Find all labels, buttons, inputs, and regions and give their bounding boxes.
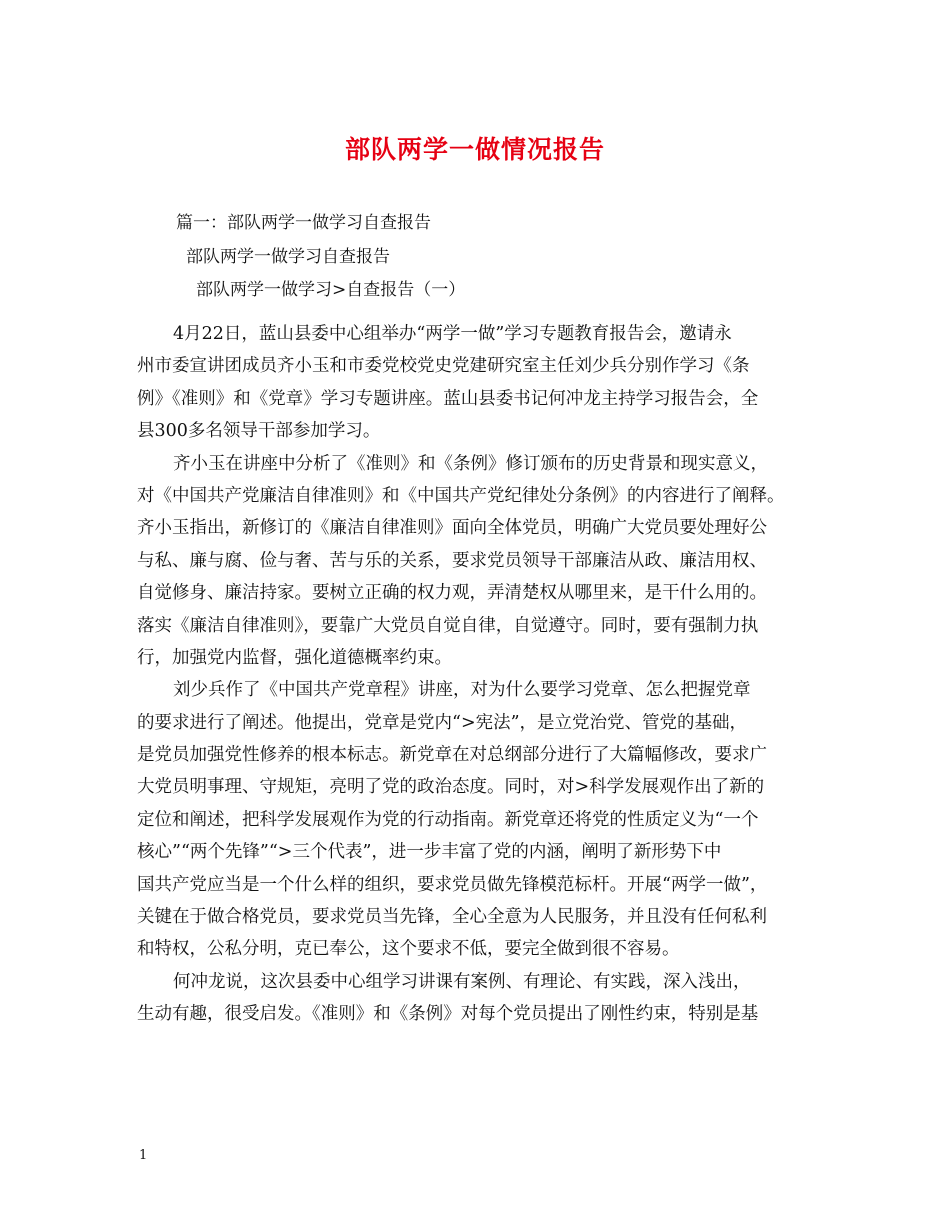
document-title: 部队两学一做情况报告 — [344, 135, 605, 164]
document-body — [137, 318, 817, 1031]
paragraph-line: 刘少兵作了《中国共产党章程》讲座，对为什么要学习党章、怎么把握党章 — [173, 680, 751, 701]
paragraph-line: 齐小玉指出，新修订的《廉洁自律准则》面向全体党员，明确广大党员要处理好公 — [137, 518, 767, 539]
paragraph-line: 自觉修身、廉洁持家。要树立正确的权力观，弄清楚权从哪里来，是干什么用的。 — [137, 583, 767, 604]
paragraph-line: 关键在于做合格党员，要求党员当先锋，全心全意为人民服务，并且没有任何私利 — [137, 907, 767, 928]
paragraph-line: 落实《廉洁自律准则》，要靠广大党员自觉自律，自觉遵守。同时，要有强制力执 — [137, 615, 759, 636]
paragraph-line: 核心”“两个先锋”“>三个代表”，进一步丰富了党的内涵，阐明了新形势下中 — [137, 842, 722, 863]
paragraph-line: 4月22日，蓝山县委中心组举办“两学一做”学习专题教育报告会，邀请永 — [173, 324, 732, 344]
section-heading-2: 部队两学一做学习自查报告 — [186, 247, 390, 267]
paragraph — [137, 318, 817, 448]
paragraph — [137, 966, 817, 1031]
section-heading-3: 部队两学一做学习>自查报告（一） — [196, 280, 466, 300]
paragraph-line: 和特权，公私分明，克已奉公，这个要求不低，要完全做到很不容易。 — [137, 939, 680, 960]
page-number: 1 — [139, 1148, 148, 1163]
paragraph-line: 行，加强党内监督，强化道德概率约束。 — [137, 647, 452, 668]
paragraph-line: 例》《准则》和《党章》学习专题讲座。蓝山县委书记何冲龙主持学习报告会，全 — [137, 388, 759, 409]
paragraph-line: 大党员明事理、守规矩，亮明了党的政治态度。同时，对>科学发展观作出了新的 — [137, 777, 765, 798]
paragraph — [137, 674, 817, 966]
paragraph-line: 齐小玉在讲座中分析了《准则》和《条例》修订颁布的历史背景和现实意义， — [173, 453, 768, 474]
paragraph-line: 县300多名领导干部参加学习。 — [137, 421, 381, 442]
paragraph-line: 是党员加强党性修养的根本标志。新党章在对总纲部分进行了大篇幅修改，要求广 — [137, 745, 767, 766]
paragraph-line: 何冲龙说，这次县委中心组学习讲课有案例、有理论、有实践，深入浅出， — [173, 971, 751, 992]
paragraph-line: 生动有趣，很受启发。《准则》和《条例》对每个党员提出了刚性约束，特别是基 — [137, 1004, 759, 1025]
paragraph-line: 与私、廉与腐、俭与奢、苦与乐的关系，要求党员领导干部廉洁从政、廉洁用权、 — [137, 550, 767, 571]
section-heading-1: 篇一：部队两学一做学习自查报告 — [176, 213, 431, 233]
paragraph-line: 的要求进行了阐述。他提出，党章是党内“>宪法”，是立党治党、管党的基础， — [137, 712, 748, 733]
paragraph-line: 定位和阐述，把科学发展观作为党的行动指南。新党章还将党的性质定义为“一个 — [137, 809, 759, 830]
paragraph — [137, 448, 817, 675]
paragraph-line: 国共产党应当是一个什么样的组织，要求党员做先锋模范标杆。开展“两学一做”， — [137, 874, 768, 895]
paragraph-line: 对《中国共产党廉洁自律准则》和《中国共产党纪律处分条例》的内容进行了阐释。 — [137, 485, 785, 506]
paragraph-line: 州市委宣讲团成员齐小玉和市委党校党史党建研究室主任刘少兵分别作学习《条 — [137, 356, 750, 377]
